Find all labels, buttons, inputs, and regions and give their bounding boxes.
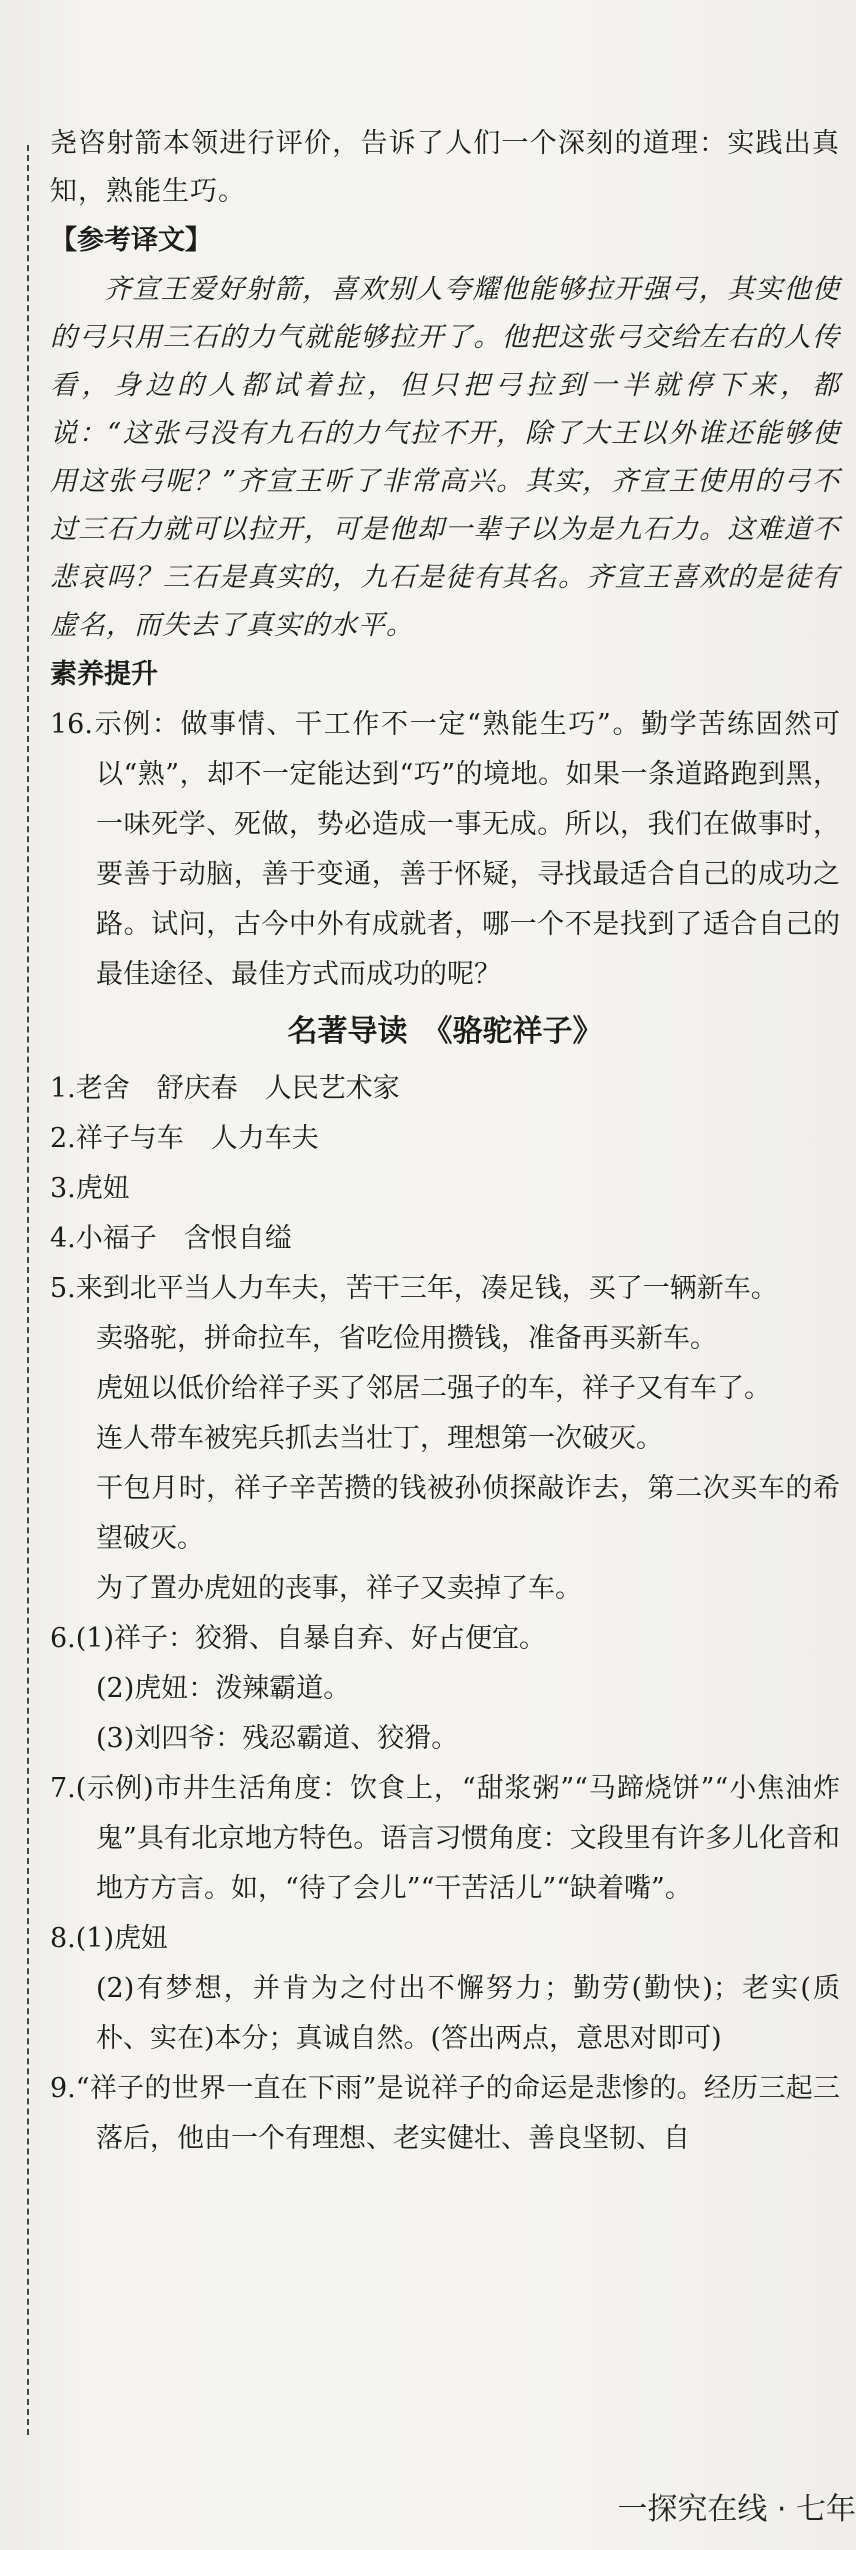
question-2 [50, 1114, 840, 1164]
question-9-text: “祥子的世界一直在下雨”是说祥子的命运是悲惨的。经历三起三落后，他由一个有理想、老实健壮、善良坚韧、自 [75, 2073, 840, 2154]
question-8-part-b: (2)有梦想，并肯为之付出不懈努力；勤劳(勤快)；老实(质朴、实在)本分；真诚自然。(答出两点，意思对即可) [96, 1973, 840, 2054]
question-6-part-a: (1)祥子：狡猾、自暴自弃、好占便宜。 [75, 1623, 547, 1654]
question-6-part-c: (3)刘四爷：残忍霸道、狡猾。 [96, 1723, 459, 1754]
question-6 [50, 1614, 840, 1664]
question-8 [50, 1914, 840, 1964]
question-3 [50, 1164, 840, 1214]
question-number: 7. [50, 1773, 76, 1804]
question-number: 6. [50, 1623, 76, 1654]
classic-reading-title: 名著导读 《骆驼祥子》 [287, 1014, 603, 1049]
question-5-line-1: 来到北平当人力车夫，苦干三年，凑足钱，买了一辆新车。 [75, 1273, 778, 1304]
question-5-line-4: 连人带车被宪兵抓去当壮丁，理想第一次破灭。 [96, 1423, 663, 1454]
question-number: 4. [50, 1223, 76, 1254]
question-16 [50, 700, 840, 1000]
question-5-line-3: 虎妞以低价给祥子买了邻居二强子的车，祥子又有车了。 [96, 1373, 771, 1404]
translation-heading: 【参考译文】 [50, 225, 212, 256]
question-8-part-a: (1)虎妞 [75, 1923, 169, 1954]
translation-text: 齐宣王爱好射箭，喜欢别人夸耀他能够拉开强弓，其实他使的弓只用三石的力气就能够拉开了。他把这张弓交给左右的人传看，身边的人都试着拉，但只把弓拉到一半就停下来，都说：“这张弓没有九石的力气拉不开，除了大王以外谁还能够使用这张弓呢？”齐宣王听了非常高兴。其实，齐宣王使用的弓不过三石力就可以拉开，可是他却一辈子以为是九石力。这难道不悲哀吗？三石是真实的，九石是徒有其名。齐宣王喜欢的是徒有虚名，而失去了真实的水平。 [50, 274, 840, 641]
improvement-heading: 素养提升 [50, 659, 158, 690]
page-footer: 一探究在线 · 七年 [617, 2492, 856, 2527]
question-2-text: 祥子与车 人力车夫 [75, 1123, 319, 1154]
question-4 [50, 1214, 840, 1264]
question-number: 5. [50, 1273, 76, 1304]
question-5-line-5: 干包月时，祥子辛苦攒的钱被孙侦探敲诈去，第二次买车的希望破灭。 [96, 1473, 840, 1554]
question-7 [50, 1764, 840, 1914]
question-7-text: (示例)市井生活角度：饮食上，“甜浆粥”“马蹄烧饼”“小焦油炸鬼”具有北京地方特色。语言习惯角度：文段里有许多儿化音和地方方言。如，“待了会儿”“干苦活儿”“缺着嘴”。 [75, 1773, 840, 1904]
question-5-line-2: 卖骆驼，拼命拉车，省吃俭用攒钱，准备再买新车。 [96, 1323, 717, 1354]
question-3-text: 虎妞 [75, 1173, 130, 1204]
question-1 [50, 1064, 840, 1114]
question-16-text: 示例：做事情、干工作不一定“熟能生巧”。勤学苦练固然可以“熟”，却不一定能达到“巧”的境地。如果一条道路跑到黑，一味死学、死做，势必造成一事无成。所以，我们在做事时，要善于动脑，善于变通，善于怀疑，寻找最适合自己的成功之路。试问，古今中外有成就者，哪一个不是找到了适合自己的最佳途径、最佳方式而成功的呢？ [92, 709, 840, 990]
binding-dashed-line [27, 145, 29, 2435]
question-5 [50, 1264, 840, 1314]
question-4-text: 小福子 含恨自缢 [75, 1223, 292, 1254]
question-number: 2. [50, 1123, 76, 1154]
question-1-text: 老舍 舒庆春 人民艺术家 [75, 1073, 400, 1104]
question-9 [50, 2064, 840, 2164]
question-number: 3. [50, 1173, 76, 1204]
question-number: 1. [50, 1073, 76, 1104]
reference-tail-text: 尧咨射箭本领进行评价，告诉了人们一个深刻的道理：实践出真知，熟能生巧。 [50, 128, 840, 207]
question-number: 8. [50, 1923, 76, 1954]
question-number: 9. [50, 2073, 76, 2104]
question-number: 16. [50, 709, 93, 740]
answer-content [50, 120, 840, 2164]
question-5-line-6: 为了置办虎妞的丧事，祥子又卖掉了车。 [96, 1573, 582, 1604]
question-6-part-b: (2)虎妞：泼辣霸道。 [96, 1673, 351, 1704]
